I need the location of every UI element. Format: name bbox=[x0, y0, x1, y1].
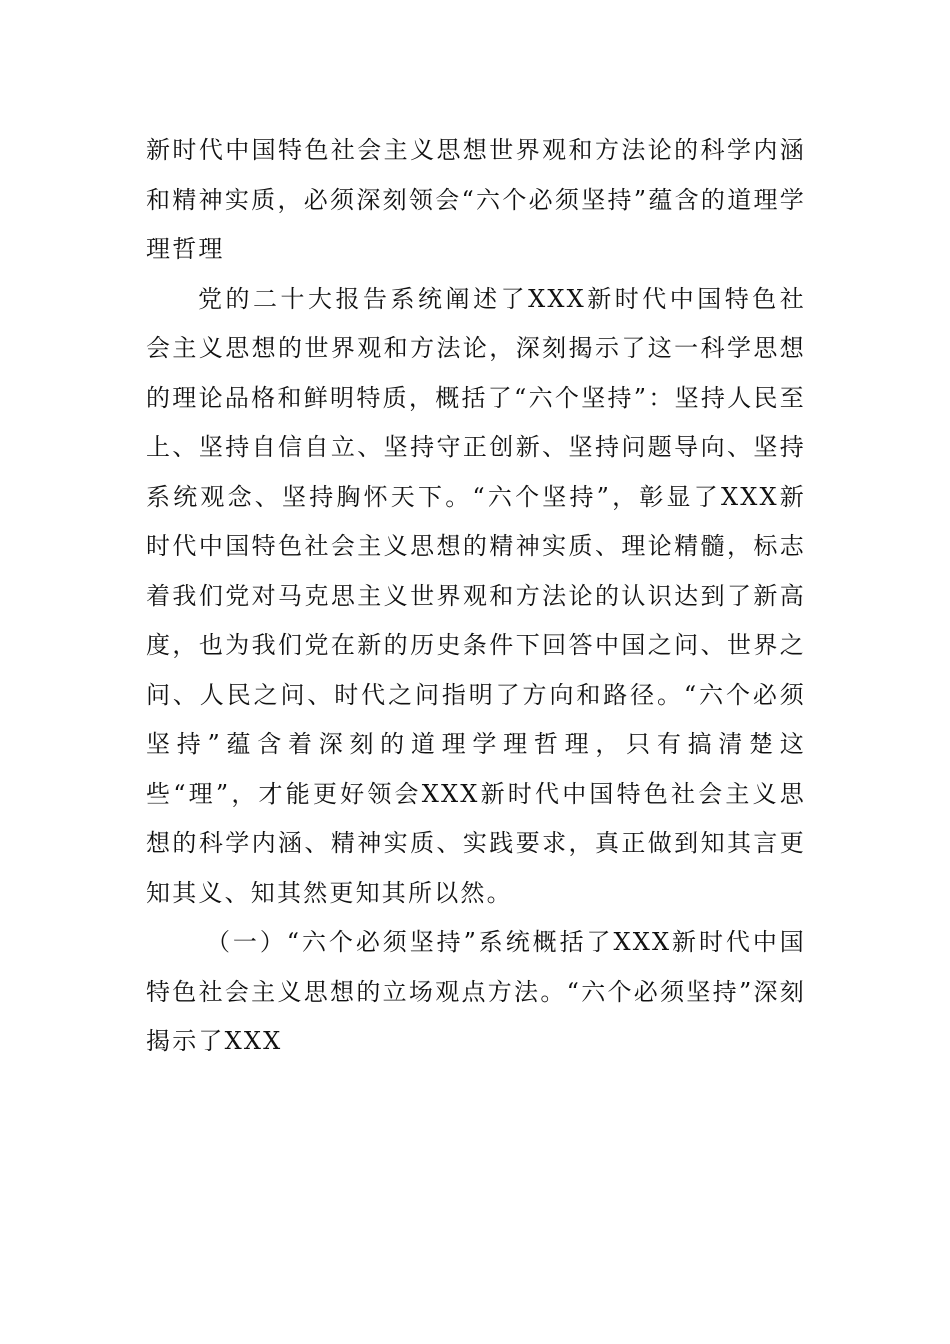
document-heading: 新时代中国特色社会主义思想世界观和方法论的科学内涵和精神实质，必须深刻领会“六个必须坚持”蕴含的道理学理哲理 bbox=[146, 136, 806, 263]
body-paragraph-2: （一）“六个必须坚持”系统概括了XXX新时代中国特色社会主义思想的立场观点方法。“六个必须坚持”深刻揭示了XXX bbox=[146, 928, 806, 1055]
body-paragraph-1: 党的二十大报告系统阐述了XXX新时代中国特色社会主义思想的世界观和方法论，深刻揭示了这一科学思想的理论品格和鲜明特质，概括了“六个坚持”：坚持人民至上、坚持自信自立、坚持守正创新、坚持问题导向、坚持系统观念、坚持胸怀天下。“六个坚持”，彰显了XXX新时代中国特色社会主义思想的精神实质、理论精髓，标志着我们党对马克思主义世界观和方法论的认识达到了新高度，也为我们党在新的历史条件下回答中国之问、世界之问、人民之问、时代之问指明了方向和路径。“六个必须坚持”蕴含着深刻的道理学理哲理，只有搞清楚这些“理”，才能更好领会XXX新时代中国特色社会主义思想的科学内涵、精神实质、实践要求，真正做到知其言更知其义、知其然更知其所以然。 bbox=[146, 284, 806, 907]
document-body bbox=[146, 126, 806, 1067]
